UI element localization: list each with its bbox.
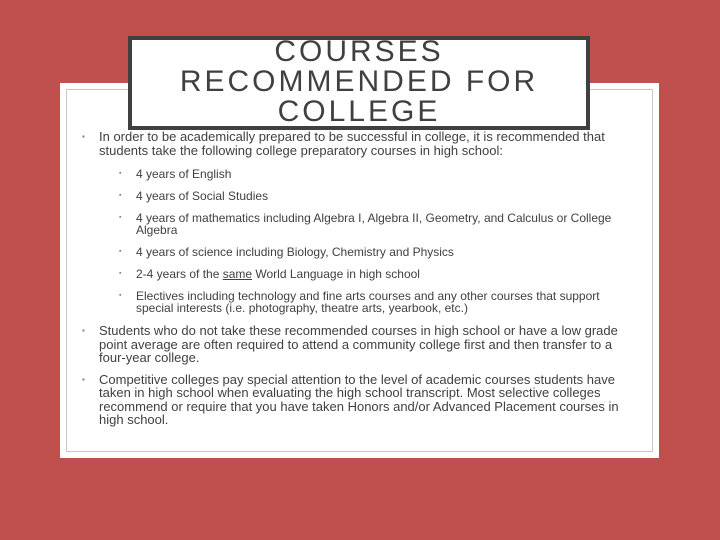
bullet-list (80, 130, 640, 427)
course-english: ▪ 4 years of English (99, 168, 640, 180)
course-language-emphasis: same (222, 267, 253, 281)
course-language-suffix: World Language in high school (252, 267, 420, 281)
course-science: ▪ 4 years of science including Biology, Chemistry and Physics (99, 246, 640, 258)
course-social-studies: ▪ 4 years of Social Studies (99, 190, 640, 202)
bullet-intro (80, 130, 640, 314)
course-language (99, 268, 640, 280)
course-list (99, 168, 640, 314)
title-box (128, 36, 590, 130)
course-language-prefix: 2-4 years of the (136, 267, 223, 281)
slide-title: COURSES RECOMMENDED FOR COLLEGE (179, 35, 539, 128)
bullet-community-college: ▪ Students who do not take these recommended courses in high school or have a low grade point average are often required to attend a community college first and then transfer to a four-year college. (80, 324, 640, 365)
course-electives: ▪ Electives including technology and fine arts courses and any other courses that support special interests (i.e. photography, theatre arts, yearbook, etc.) (99, 290, 640, 314)
bullet-intro-text: In order to be academically prepared to be successful in college, it is recommended that students take the following college preparatory courses in high school: (99, 129, 605, 158)
course-math: ▪ 4 years of mathematics including Algebra I, Algebra II, Geometry, and Calculus or College Algebra (99, 212, 640, 236)
slide-body (80, 130, 640, 427)
bullet-competitive-colleges: ▪ Competitive colleges pay special attention to the level of academic courses students have taken in high school when evaluating the high school transcript. Most selective colleges recommend or require that you have taken Honors and/or Advanced Placement courses in high school. (80, 373, 640, 427)
